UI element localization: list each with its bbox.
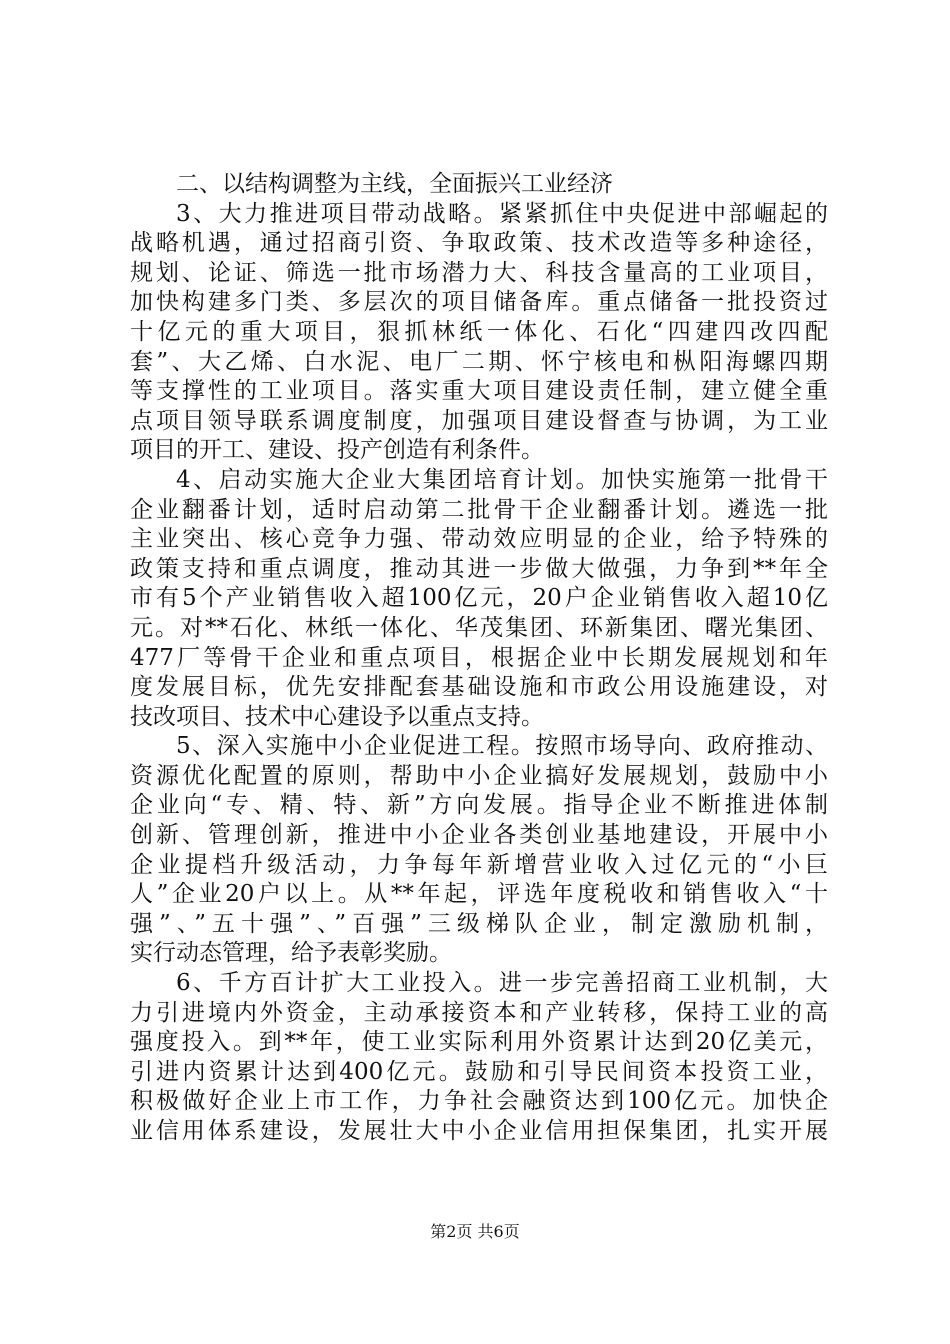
paragraph-line: 等支撑性的工业项目。落实重大项目建设责任制，建立健全重 bbox=[130, 378, 828, 405]
paragraph-line: 企业向“专、精、特、新”方向发展。指导企业不断推进体制 bbox=[130, 792, 828, 819]
paragraph-line: 政策支持和重点调度，推动其进一步做大做强，力争到**年全 bbox=[130, 555, 828, 582]
section-heading: 二、以结构调整为主线，全面振兴工业经济 bbox=[176, 171, 613, 197]
paragraph-line: 规划、论证、筛选一批市场潜力大、科技含量高的工业项目， bbox=[130, 259, 828, 286]
paragraph-line: 战略机遇，通过招商引资、争取政策、技术改造等多种途径， bbox=[130, 230, 828, 257]
paragraph-line: 3、大力推进项目带动战略。紧紧抓住中央促进中部崛起的 bbox=[176, 200, 828, 227]
paragraph-line: 6、千方百计扩大工业投入。进一步完善招商工业机制，大 bbox=[176, 970, 828, 997]
paragraph-line: 十亿元的重大项目，狠抓林纸一体化、石化“四建四改四配 bbox=[130, 318, 828, 345]
paragraph-line: 点项目领导联系调度制度，加强项目建设督查与协调，为工业 bbox=[130, 407, 828, 434]
paragraph-line: 创新、管理创新，推进中小企业各类创业基地建设，开展中小 bbox=[130, 822, 828, 849]
paragraph-line: 5、深入实施中小企业促进工程。按照市场导向、政府推动、 bbox=[176, 733, 828, 760]
page-number-label: 第2页 共6页 bbox=[430, 1222, 520, 1241]
paragraph-line: 企业翻番计划，适时启动第二批骨干企业翻番计划。遴选一批 bbox=[130, 496, 828, 523]
paragraph-line: 477厂等骨干企业和重点项目，根据企业中长期发展规划和年 bbox=[130, 644, 828, 671]
paragraph-line: 项目的开工、建设、投产创造有利条件。 bbox=[130, 437, 544, 464]
paragraph-line: 度发展目标，优先安排配套基础设施和市政公用设施建设，对 bbox=[130, 674, 828, 701]
paragraph-line: 企业提档升级活动，力争每年新增营业收入过亿元的“小巨 bbox=[130, 851, 828, 878]
paragraph-line: 元。对**石化、林纸一体化、华茂集团、环新集团、曙光集团、 bbox=[130, 614, 828, 641]
paragraph-line: 强度投入。到**年，使工业实际利用外资累计达到20亿美元， bbox=[130, 1029, 828, 1056]
paragraph-line: 人”企业20户以上。从**年起，评选年度税收和销售收入“十 bbox=[130, 881, 828, 908]
paragraph-line: 4、启动实施大企业大集团培育计划。加快实施第一批骨干 bbox=[176, 466, 828, 493]
paragraph-line: 市有5个产业销售收入超100亿元，20户企业销售收入超10亿 bbox=[130, 585, 828, 612]
paragraph-line: 引进内资累计达到400亿元。鼓励和引导民间资本投资工业， bbox=[130, 1058, 828, 1085]
paragraph-line: 套”、大乙烯、白水泥、电厂二期、怀宁核电和枞阳海螺四期 bbox=[130, 348, 828, 375]
document-body bbox=[130, 170, 828, 1147]
paragraph-line: 力引进境内外资金，主动承接资本和产业转移，保持工业的高 bbox=[130, 999, 828, 1026]
paragraph-line: 主业突出、核心竞争力强、带动效应明显的企业，给予特殊的 bbox=[130, 526, 828, 553]
paragraph-line: 强”、”五十强”、”百强”三级梯队企业，制定激励机制， bbox=[130, 910, 828, 937]
paragraph-line: 业信用体系建设，发展壮大中小企业信用担保集团，扎实开展 bbox=[130, 1118, 828, 1144]
paragraph-line: 加快构建多门类、多层次的项目储备库。重点储备一批投资过 bbox=[130, 289, 828, 316]
paragraph-line: 资源优化配置的原则，帮助中小企业搞好发展规划，鼓励中小 bbox=[130, 762, 828, 789]
paragraph-line: 实行动态管理，给予表彰奖励。 bbox=[130, 940, 452, 967]
page-footer bbox=[0, 1222, 950, 1242]
paragraph-line: 积极做好企业上市工作，力争社会融资达到100亿元。加快企 bbox=[130, 1088, 828, 1115]
paragraph-line: 技改项目、技术中心建设予以重点支持。 bbox=[130, 703, 544, 730]
